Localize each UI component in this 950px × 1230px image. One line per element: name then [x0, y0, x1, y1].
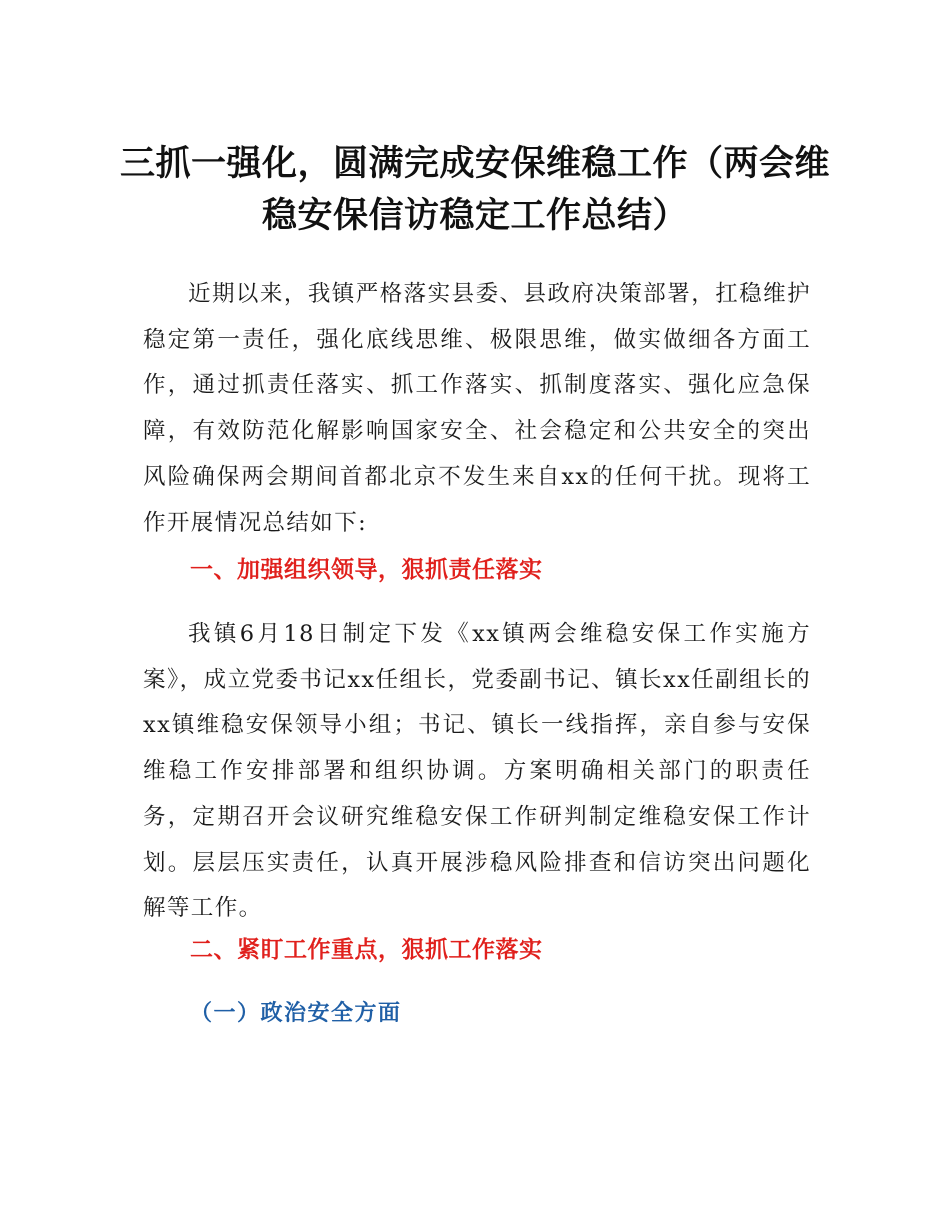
document-title: 三抓一强化，圆满完成安保维稳工作（两会维稳安保信访稳定工作总结） [120, 144, 831, 236]
intro-paragraph: 近期以来，我镇严格落实县委、县政府决策部署，扛稳维护稳定第一责任，强化底线思维、极限思维，做实做细各方面工作，通过抓责任落实、抓工作落实、抓制度落实、强化应急保障，有效防范化解影响国家安全、社会稳定和公共安全的突出风险确保两会期间首都北京不发生来自xx的任何干扰。现将工作开展情况总结如下: [143, 281, 811, 536]
section-2-heading: 二、紧盯工作重点，狠抓工作落实 [190, 937, 543, 963]
section-2-subheading: （一）政治安全方面 [190, 1000, 402, 1026]
section-1-heading: 一、加强组织领导，狠抓责任落实 [190, 557, 543, 583]
section-1-paragraph: 我镇6月18日制定下发《xx镇两会维稳安保工作实施方案》，成立党委书记xx任组长，党委副书记、镇长xx任副组长的xx镇维稳安保领导小组；书记、镇长一线指挥，亲自参与安保维稳工作安排部署和组织协调。方案明确相关部门的职责任务，定期召开会议研究维稳安保工作研判制定维稳安保工作计划。层层压实责任，认真开展涉稳风险排查和信访突出问题化解等工作。 [143, 621, 811, 922]
